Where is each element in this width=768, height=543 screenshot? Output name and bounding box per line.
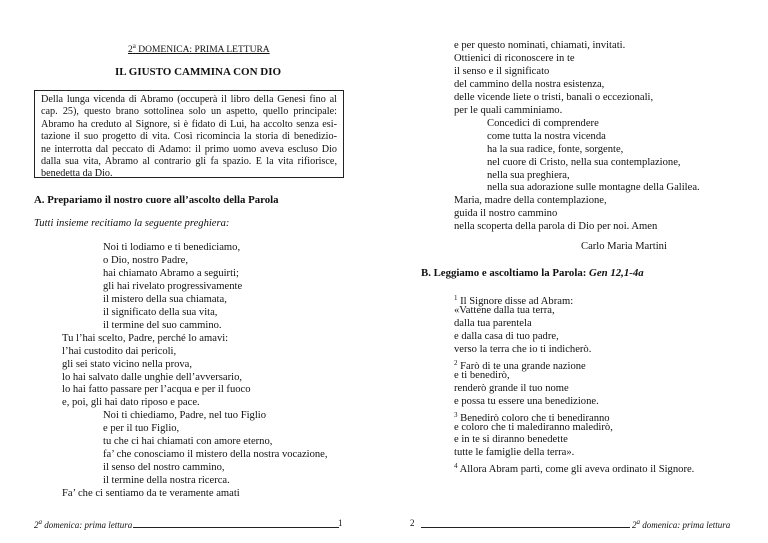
footer-superscript: a <box>636 518 640 526</box>
verse-text: tutte le famiglie della terra». <box>454 447 575 459</box>
reading-line <box>454 422 613 435</box>
reading-line <box>454 460 694 477</box>
prayer-line: Fa’ che ci sentiamo da te veramente amati <box>62 488 240 500</box>
prayer-line: Noi ti lodiamo e ti benediciamo, <box>103 242 241 253</box>
intro-line: Abramo ha creduto al Signore, si è fidato di Lui, ha accolto senza esi- <box>41 118 337 130</box>
prayer-line: Tu l’hai scelto, Padre, perché lo amavi: <box>62 332 229 344</box>
left-footer <box>34 518 132 530</box>
verse-text: dalla tua parentela <box>454 317 532 329</box>
reading-line <box>454 434 568 447</box>
prayer-line: guida il nostro cammino <box>454 208 558 220</box>
prayer-line: il senso del nostro cammino, <box>103 462 225 474</box>
intro-line: tazione il suo progetto di vita. Così ricomincia la storia di benedizio- <box>41 131 337 143</box>
page-title: IL GIUSTO CAMMINA CON DIO <box>115 66 282 78</box>
verse-text: Farò di te una grande nazione <box>457 360 586 372</box>
prayer-line: tu che ci hai chiamati con amore eterno, <box>103 436 273 448</box>
intro-line: cap. 25), questo brano sottolinea solo un aspetto, quello principale: <box>41 106 337 118</box>
verse-text: e in te si diranno benedette <box>454 434 568 446</box>
prayer-line: lo hai salvato dalle unghie dell’avversario, <box>62 371 243 383</box>
prayer-line: delle vicende liete o tristi, banali o eccezionali, <box>454 91 654 103</box>
intro-line: dalla sua vita, Abramo al contrario gli fa spazio. E la vita rifiorisce, <box>41 156 337 168</box>
prayer-line: nel cuore di Cristo, nella sua contemplazione, <box>487 156 681 168</box>
verse-text: e dalla casa di tuo padre, <box>454 330 559 342</box>
prayer-line: l’hai custodito dai pericoli, <box>62 345 177 357</box>
footer-number: 2 <box>34 520 39 530</box>
prayer-line: e, poi, gli hai dato riposo e pace. <box>62 397 200 409</box>
verse-text: «Vattene dalla tua terra, <box>454 304 555 316</box>
prayer-line: Ottienici di riconoscere in te <box>454 52 575 64</box>
header-superscript: a <box>132 42 136 50</box>
reading-line <box>454 344 591 357</box>
verse-text: e possa tu essere una benedizione. <box>454 395 599 407</box>
prayer-line: e per questo nominati, chiamati, invitati. <box>454 40 626 51</box>
prayer-line: il termine della nostra ricerca. <box>103 475 230 487</box>
reading-line <box>454 331 559 344</box>
author: Carlo Maria Martini <box>581 241 667 252</box>
intro-line: benedetta da Dio. <box>41 168 113 180</box>
prayer-line: Noi ti chiediamo, Padre, nel tuo Figlio <box>103 410 267 422</box>
verse-text: e coloro che ti malediranno maledirò, <box>454 421 613 433</box>
prayer-line: il significato della sua vita, <box>103 306 218 318</box>
reading-line <box>454 318 532 331</box>
right-footer <box>632 518 730 530</box>
prayer-line: gli sei stato vicino nella prova, <box>62 358 193 370</box>
intro-box <box>34 90 344 178</box>
prayer-line: ha la sua radice, fonte, sorgente, <box>487 143 624 155</box>
verse-number: 3 <box>454 410 458 419</box>
reading-line <box>454 370 510 383</box>
footer-superscript: a <box>38 518 42 526</box>
reading-line <box>454 396 599 409</box>
prayer-line: del cammino della nostra esistenza, <box>454 78 605 90</box>
prayer-line: Maria, madre della contemplazione, <box>454 195 607 207</box>
section-b-label: B. Leggiamo e ascoltiamo la Parola: <box>421 267 590 279</box>
verse-text: Il Signore disse ad Abram: <box>457 296 574 307</box>
verse-text: e ti benedirò, <box>454 369 510 381</box>
footer-number: 2 <box>632 520 637 530</box>
verse-text: verso la terra che io ti indicherò. <box>454 343 592 355</box>
reading-line <box>454 305 555 318</box>
prayer-line: nella scoperta della parola di Dio per noi. Amen <box>454 221 658 233</box>
prayer-line: lo hai fatto passare per l’acqua e per il fuoco <box>62 384 251 396</box>
verse-text: Allora Abram partì, come gli aveva ordinato il Signore. <box>457 464 695 476</box>
reading-line <box>454 383 569 396</box>
prayer-line: fa’ che conosciamo il mistero della nostra vocazione, <box>103 449 328 461</box>
section-b-heading <box>421 267 644 279</box>
prayer-line: il mistero della sua chiamata, <box>103 293 227 305</box>
intro-line: Della lunga vicenda di Abramo (occuperà il libro della Genesi fino al <box>41 94 337 105</box>
prayer-line: nella sua adorazione sulle montagne della Galilea. <box>487 182 700 194</box>
verse-text: Benedirò coloro che ti benediranno <box>457 412 610 424</box>
section-a-heading: A. Prepariamo il nostro cuore all’ascolto della Parola <box>34 194 279 206</box>
instruction-text: Tutti insieme recitiamo la seguente preghiera: <box>34 218 230 229</box>
prayer-line: come tutta la nostra vicenda <box>487 130 606 142</box>
right-page-number: 2 <box>410 518 415 528</box>
verse-text: renderò grande il tuo nome <box>454 382 569 394</box>
footer-text: domenica: prima lettura <box>640 520 731 530</box>
prayer-line: per le quali camminiamo. <box>454 104 563 116</box>
right-footer-rule <box>421 527 630 528</box>
verse-number: 2 <box>454 358 458 367</box>
left-footer-rule <box>133 527 339 528</box>
header-number: 2 <box>128 45 133 55</box>
prayer-line: il senso e il significato <box>454 65 550 77</box>
prayer-line: gli hai rivelato progressivamente <box>103 280 243 292</box>
prayer-line: e per il tuo Figlio, <box>103 423 180 435</box>
prayer-line: o Dio, nostro Padre, <box>103 254 189 266</box>
left-header <box>128 42 270 55</box>
header-text: DOMENICA: PRIMA LETTURA <box>135 45 270 55</box>
left-page-number: 1 <box>338 518 343 528</box>
section-b-reference: Gen 12,1-4a <box>589 267 644 279</box>
prayer-line: hai chiamato Abramo a seguirti; <box>103 267 239 279</box>
verse-number: 4 <box>454 462 458 471</box>
prayer-line: il termine del suo cammino. <box>103 319 222 331</box>
footer-text: domenica: prima lettura <box>42 520 133 530</box>
prayer-line: Concedici di comprendere <box>487 117 599 129</box>
reading-line <box>454 447 574 460</box>
prayer-line: nella sua preghiera, <box>487 169 570 181</box>
intro-line: ne interrotta dal peccato di Adamo: il primo uomo aveva escluso Dio <box>41 143 337 155</box>
verse-number: 1 <box>454 294 458 302</box>
